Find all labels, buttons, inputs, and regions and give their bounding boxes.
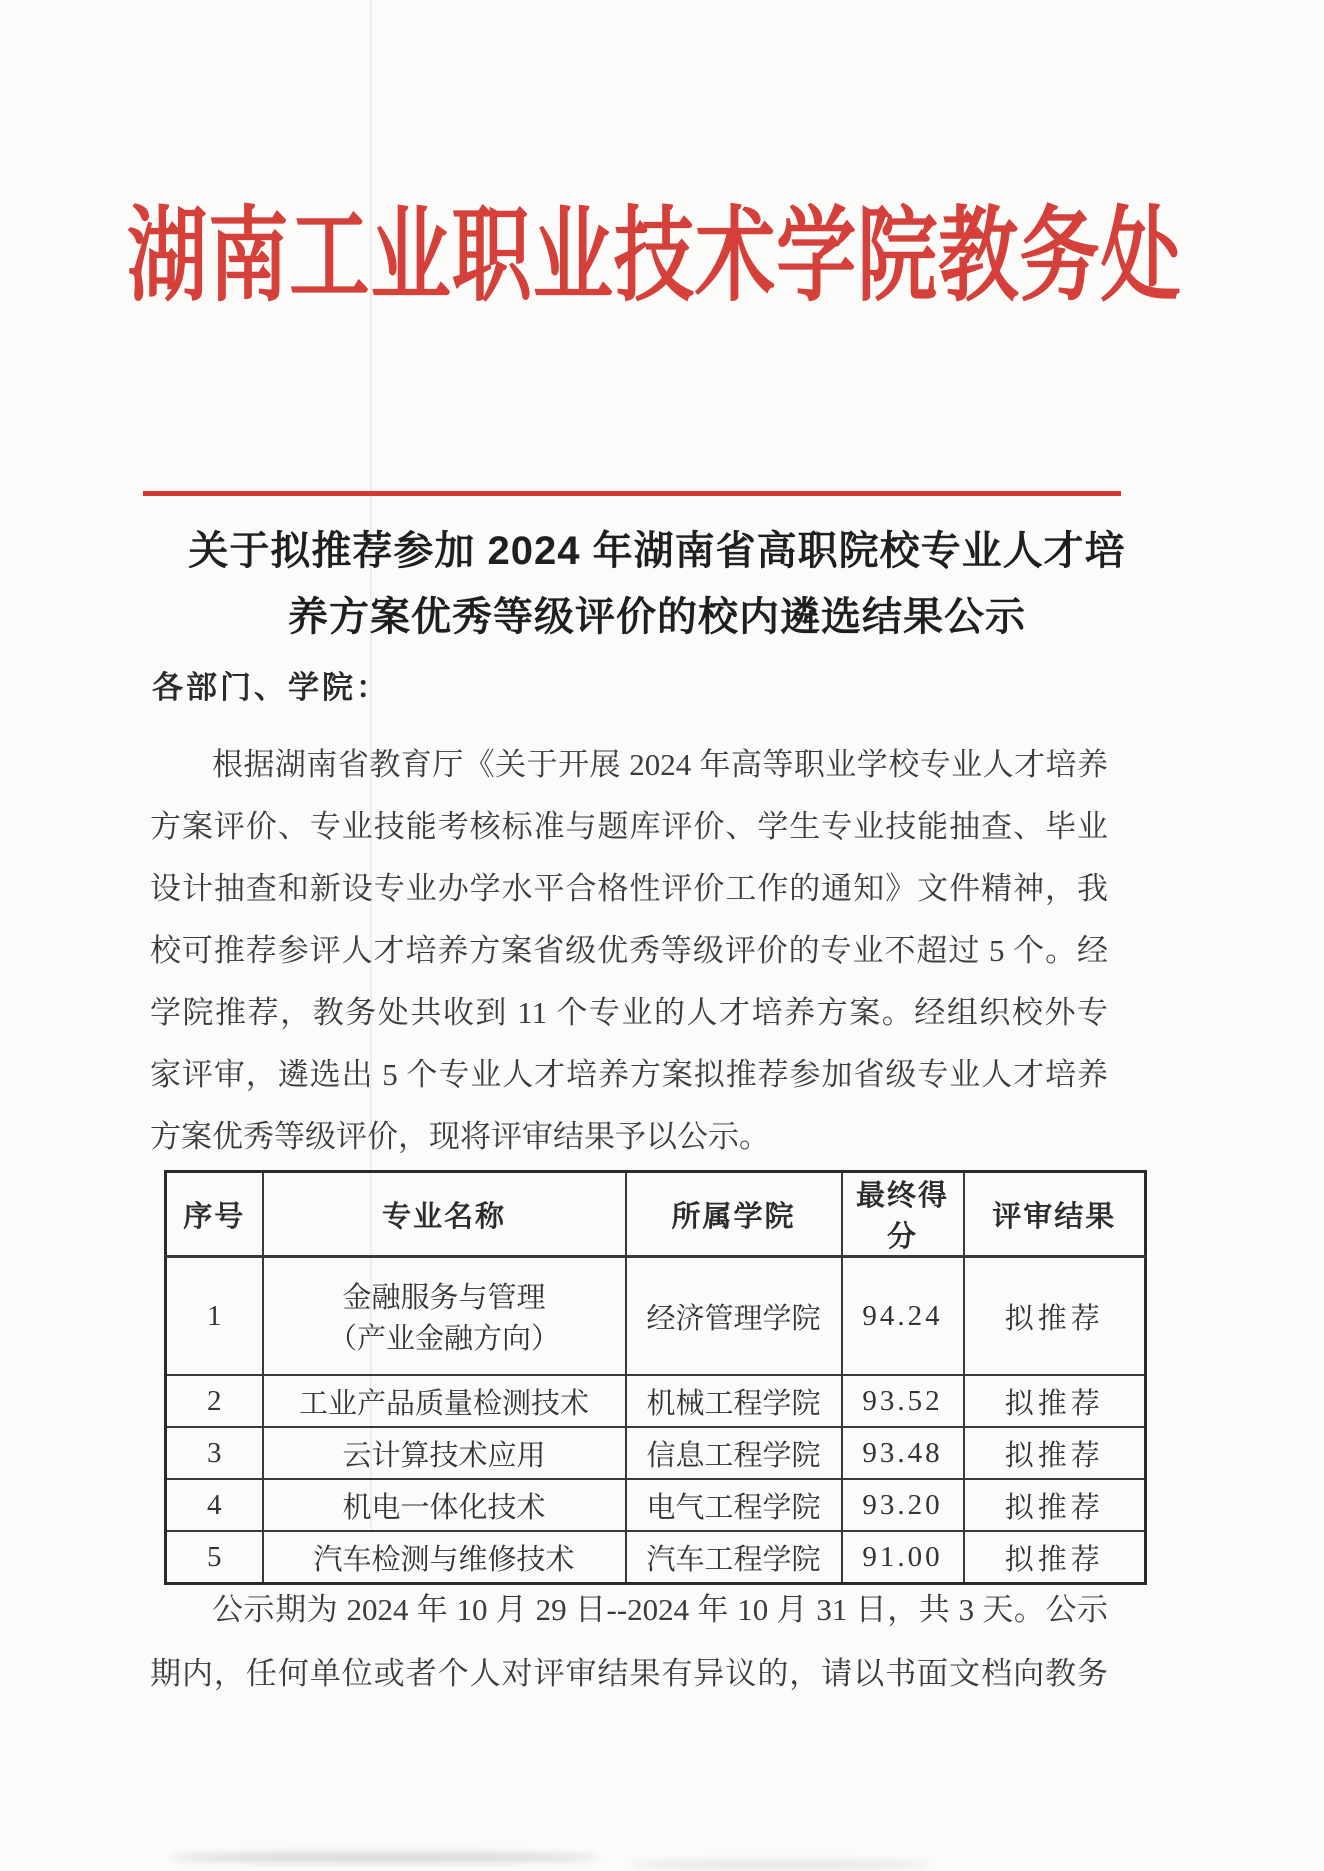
cell-college: 汽车工程学院: [626, 1531, 842, 1584]
body-line: 设计抽查和新设专业办学水平合格性评价工作的通知》文件精神，我: [150, 871, 1108, 906]
cell-college: 信息工程学院: [626, 1427, 842, 1479]
major-name-text: 金融服务与管理: [342, 1282, 546, 1314]
body-line: 校可推荐参评人才培养方案省级优秀等级评价的专业不超过 5 个。经: [150, 933, 1108, 968]
closing-line: 期内，任何单位或者个人对评审结果有异议的，请以书面文档向教务: [150, 1656, 1108, 1691]
body-paragraph: [150, 734, 1108, 1168]
cell-final-score: 93.20: [842, 1479, 964, 1531]
major-direction-note: （产业金融方向）: [327, 1323, 560, 1355]
document-title-line-2: 养方案优秀等级评价的校内遴选结果公示: [288, 595, 1026, 639]
cell-major-name: 云计算技术应用: [263, 1427, 626, 1479]
cell-serial-number: 3: [166, 1427, 263, 1479]
body-line: 根据湖南省教育厅《关于开展 2024 年高等职业学校专业人才培养: [212, 747, 1108, 782]
closing-paragraph: [150, 1578, 1108, 1706]
cell-review-result: 拟推荐: [964, 1257, 1146, 1376]
cell-review-result: 拟推荐: [964, 1531, 1146, 1584]
table-row: [166, 1479, 1146, 1531]
document-title-line-1: 关于拟推荐参加 2024 年湖南省高职院校专业人才培: [188, 529, 1126, 573]
header-serial-number: 序号: [166, 1172, 263, 1257]
letterhead-masthead: 湖南工业职业技术学院教务处: [127, 200, 1182, 314]
cell-final-score: 93.48: [842, 1427, 964, 1479]
closing-line: 公示期为 2024 年 10 月 29 日--2024 年 10 月 31 日，共 3 天。公示: [212, 1592, 1108, 1627]
scan-artifact-smudge: [630, 1860, 930, 1869]
cell-final-score: 91.00: [842, 1531, 964, 1584]
cell-college: 电气工程学院: [626, 1479, 842, 1531]
cell-major-name: 机电一体化技术: [263, 1479, 626, 1531]
cell-major-name: [263, 1257, 626, 1376]
cell-review-result: 拟推荐: [964, 1427, 1146, 1479]
header-college: 所属学院: [626, 1172, 842, 1257]
cell-college: 机械工程学院: [626, 1375, 842, 1427]
body-line: 方案优秀等级评价，现将评审结果予以公示。: [150, 1119, 770, 1154]
cell-review-result: 拟推荐: [964, 1479, 1146, 1531]
cell-serial-number: 2: [166, 1375, 263, 1427]
cell-review-result: 拟推荐: [964, 1375, 1146, 1427]
header-major-name: 专业名称: [263, 1172, 626, 1257]
body-line: 学院推荐，教务处共收到 11 个专业的人才培养方案。经组织校外专: [150, 995, 1108, 1030]
document-title: [167, 518, 1147, 650]
table-row: [166, 1375, 1146, 1427]
cell-college: 经济管理学院: [626, 1257, 842, 1376]
cell-serial-number: 4: [166, 1479, 263, 1531]
header-review-result: 评审结果: [964, 1172, 1146, 1257]
scan-artifact-smudge: [170, 1852, 600, 1863]
salutation: 各部门、学院：: [152, 670, 390, 705]
cell-serial-number: 5: [166, 1531, 263, 1584]
selection-result-table: [164, 1170, 1147, 1585]
cell-final-score: 93.52: [842, 1375, 964, 1427]
body-line: 家评审，遴选出 5 个专业人才培养方案拟推荐参加省级专业人才培养: [150, 1057, 1108, 1092]
cell-major-name: 汽车检测与维修技术: [263, 1531, 626, 1584]
table-row: [166, 1531, 1146, 1584]
body-line: 方案评价、专业技能考核标准与题库评价、学生专业技能抽查、毕业: [150, 809, 1108, 844]
table-row: [166, 1257, 1146, 1376]
cell-major-name: 工业产品质量检测技术: [263, 1375, 626, 1427]
cell-final-score: 94.24: [842, 1257, 964, 1376]
cell-serial-number: 1: [166, 1257, 263, 1376]
table-header-row: [166, 1172, 1146, 1257]
table-row: [166, 1427, 1146, 1479]
letterhead-red-rule: [143, 491, 1121, 496]
header-final-score: 最终得分: [842, 1172, 964, 1257]
